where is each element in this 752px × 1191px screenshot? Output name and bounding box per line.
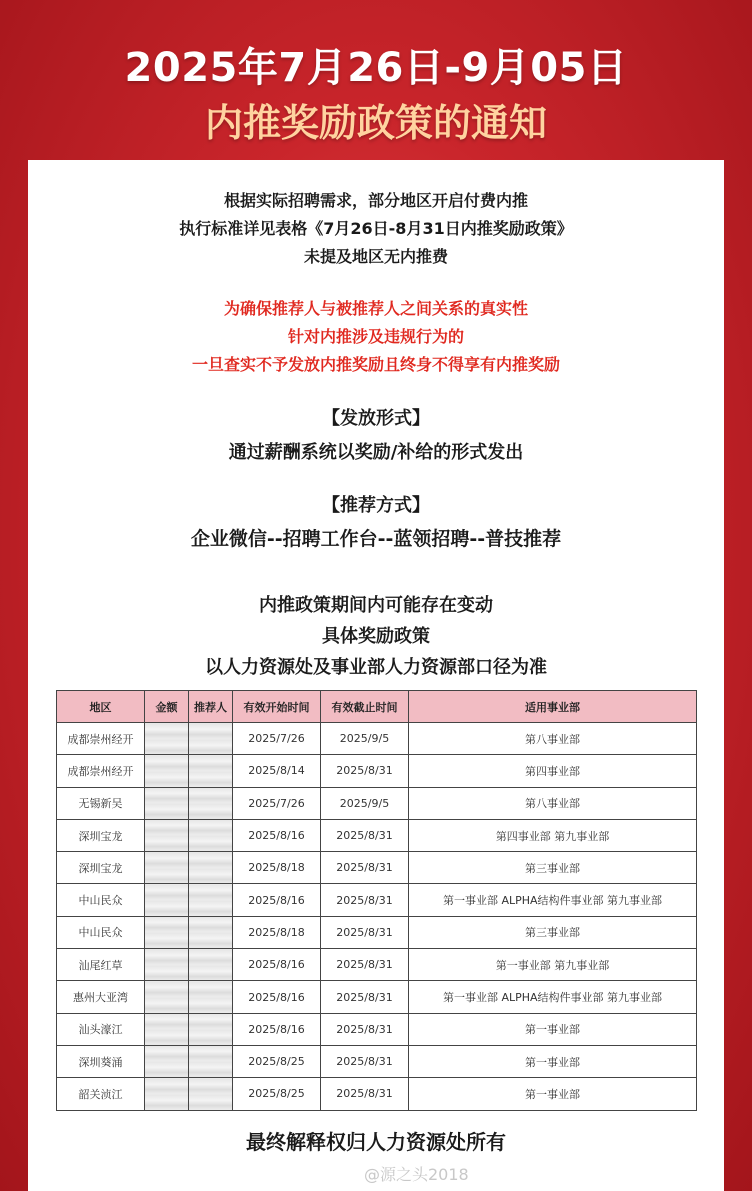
cell-region: 韶关浈江 <box>57 1078 145 1110</box>
table-row <box>57 1045 697 1077</box>
intro-line-2: 执行标准详见表格《7月26日-8月31日内推奖励政策》 <box>179 219 573 238</box>
header <box>0 0 752 160</box>
table-row <box>57 949 697 981</box>
cell-start-date: 2025/7/26 <box>233 787 321 819</box>
cell-start-date: 2025/8/14 <box>233 755 321 787</box>
cell-amount <box>145 1078 189 1110</box>
cell-end-date: 2025/8/31 <box>321 916 409 948</box>
cell-region: 无锡新吴 <box>57 787 145 819</box>
header-division: 适用事业部 <box>409 691 697 723</box>
cell-end-date: 2025/9/5 <box>321 787 409 819</box>
cell-start-date: 2025/7/26 <box>233 723 321 755</box>
title-notice: 内推奖励政策的通知 <box>204 101 547 145</box>
cell-start-date: 2025/8/16 <box>233 819 321 851</box>
cell-region: 汕尾红草 <box>57 949 145 981</box>
header-amount: 金额 <box>145 691 189 723</box>
cell-referrer <box>189 1078 233 1110</box>
table-row <box>57 852 697 884</box>
cell-division: 第一事业部 ALPHA结构件事业部 第九事业部 <box>409 884 697 916</box>
cell-end-date: 2025/8/31 <box>321 949 409 981</box>
footer-disclaimer: 最终解释权归人力资源处所有 <box>246 1130 506 1154</box>
cell-region: 深圳葵涌 <box>57 1045 145 1077</box>
cell-region: 成都崇州经开 <box>57 723 145 755</box>
table-row <box>57 787 697 819</box>
policy-line-1: 内推政策期间内可能存在变动 <box>259 595 493 616</box>
cell-start-date: 2025/8/16 <box>233 981 321 1013</box>
table-row <box>57 884 697 916</box>
header-start-date: 有效开始时间 <box>233 691 321 723</box>
cell-end-date: 2025/8/31 <box>321 1078 409 1110</box>
cell-end-date: 2025/8/31 <box>321 884 409 916</box>
cell-division: 第三事业部 <box>409 916 697 948</box>
table-row <box>57 755 697 787</box>
cell-end-date: 2025/8/31 <box>321 1013 409 1045</box>
table-body <box>57 723 697 1111</box>
intro-line-3: 未提及地区无内推费 <box>303 247 448 266</box>
cell-end-date: 2025/8/31 <box>321 981 409 1013</box>
cell-start-date: 2025/8/16 <box>233 884 321 916</box>
cell-end-date: 2025/8/31 <box>321 1045 409 1077</box>
content-card <box>28 160 724 1191</box>
cell-referrer <box>189 723 233 755</box>
warning-line-3: 一旦查实不予发放内推奖励且终身不得享有内推奖励 <box>191 355 560 374</box>
cell-division: 第八事业部 <box>409 787 697 819</box>
cell-division: 第八事业部 <box>409 723 697 755</box>
cell-division: 第三事业部 <box>409 852 697 884</box>
cell-end-date: 2025/8/31 <box>321 819 409 851</box>
reward-table <box>56 690 697 1111</box>
cell-referrer <box>189 852 233 884</box>
cell-amount <box>145 884 189 916</box>
cell-region: 中山民众 <box>57 916 145 948</box>
warning-line-1: 为确保推荐人与被推荐人之间关系的真实性 <box>223 299 528 318</box>
cell-division: 第一事业部 第九事业部 <box>409 949 697 981</box>
cell-region: 惠州大亚湾 <box>57 981 145 1013</box>
cell-referrer <box>189 787 233 819</box>
cell-division: 第一事业部 <box>409 1013 697 1045</box>
cell-amount <box>145 787 189 819</box>
cell-referrer <box>189 981 233 1013</box>
cell-division: 第一事业部 ALPHA结构件事业部 第九事业部 <box>409 981 697 1013</box>
cell-division: 第四事业部 <box>409 755 697 787</box>
cell-start-date: 2025/8/25 <box>233 1078 321 1110</box>
cell-start-date: 2025/8/16 <box>233 949 321 981</box>
method-text: 企业微信--招聘工作台--蓝领招聘--普技推荐 <box>190 528 562 550</box>
header-referrer: 推荐人 <box>189 691 233 723</box>
cell-division: 第一事业部 <box>409 1045 697 1077</box>
table-row <box>57 981 697 1013</box>
cell-amount <box>145 819 189 851</box>
cell-amount <box>145 755 189 787</box>
cell-region: 深圳宝龙 <box>57 819 145 851</box>
warning-line-2: 针对内推涉及违规行为的 <box>287 327 464 346</box>
cell-referrer <box>189 755 233 787</box>
cell-start-date: 2025/8/18 <box>233 916 321 948</box>
cell-referrer <box>189 884 233 916</box>
cell-amount <box>145 852 189 884</box>
cell-amount <box>145 916 189 948</box>
table-row <box>57 1078 697 1110</box>
cell-region: 深圳宝龙 <box>57 852 145 884</box>
policy-line-2: 具体奖励政策 <box>322 626 430 647</box>
cell-start-date: 2025/8/18 <box>233 852 321 884</box>
cell-amount <box>145 981 189 1013</box>
cell-start-date: 2025/8/16 <box>233 1013 321 1045</box>
cell-referrer <box>189 916 233 948</box>
cell-referrer <box>189 1045 233 1077</box>
cell-region: 成都崇州经开 <box>57 755 145 787</box>
cell-region: 中山民众 <box>57 884 145 916</box>
method-heading: 【推荐方式】 <box>322 495 430 516</box>
intro-line-1: 根据实际招聘需求，部分地区开启付费内推 <box>223 191 528 210</box>
table-row <box>57 916 697 948</box>
table-row <box>57 819 697 851</box>
cell-division: 第四事业部 第九事业部 <box>409 819 697 851</box>
table-row <box>57 1013 697 1045</box>
cell-start-date: 2025/8/25 <box>233 1045 321 1077</box>
watermark: @源之头2018 <box>364 1165 469 1184</box>
header-region: 地区 <box>57 691 145 723</box>
cell-amount <box>145 1013 189 1045</box>
cell-referrer <box>189 819 233 851</box>
reward-table-wrapper <box>56 690 696 1111</box>
payment-heading: 【发放形式】 <box>322 408 430 429</box>
cell-region: 汕头濠江 <box>57 1013 145 1045</box>
table-header-row <box>57 691 697 723</box>
cell-end-date: 2025/8/31 <box>321 852 409 884</box>
cell-division: 第一事业部 <box>409 1078 697 1110</box>
title-dates: 2025年7月26日-9月05日 <box>124 45 628 91</box>
table-row <box>57 723 697 755</box>
payment-text: 通过薪酬系统以奖励/补给的形式发出 <box>228 442 524 463</box>
cell-amount <box>145 1045 189 1077</box>
cell-end-date: 2025/8/31 <box>321 755 409 787</box>
cell-amount <box>145 723 189 755</box>
header-end-date: 有效截止时间 <box>321 691 409 723</box>
cell-amount <box>145 949 189 981</box>
cell-end-date: 2025/9/5 <box>321 723 409 755</box>
cell-referrer <box>189 949 233 981</box>
cell-referrer <box>189 1013 233 1045</box>
policy-line-3: 以人力资源处及事业部人力资源部口径为准 <box>205 657 547 678</box>
